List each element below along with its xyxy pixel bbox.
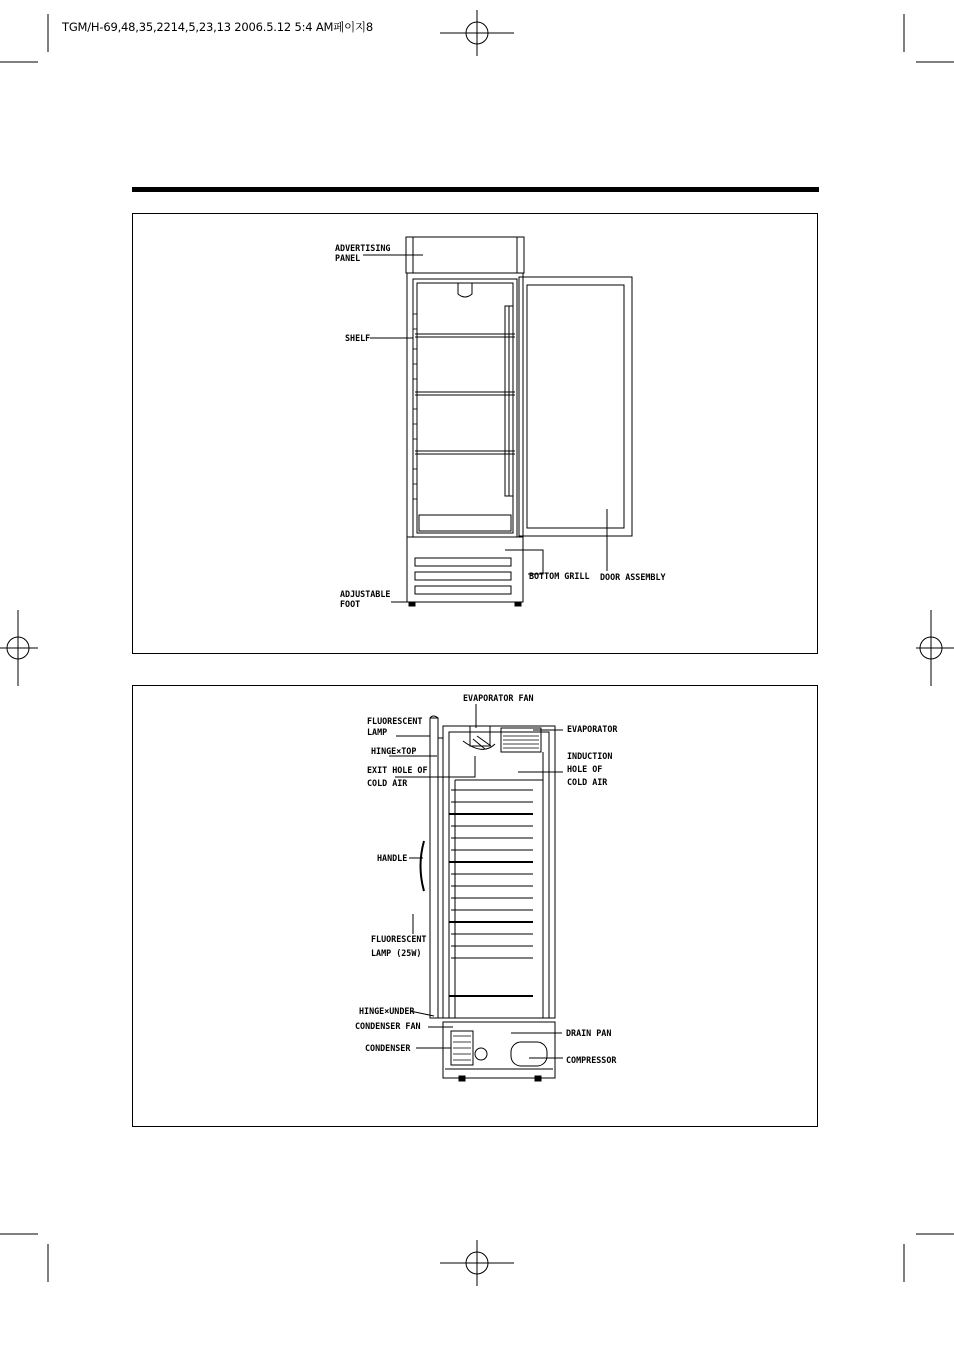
label-hinge-under: HINGE×UNDER xyxy=(359,1006,415,1016)
front-view-drawing xyxy=(133,214,819,655)
label-exit-hole-2: COLD AIR xyxy=(367,778,408,788)
figure-front-view xyxy=(132,213,818,654)
label-handle: HANDLE xyxy=(377,853,408,863)
label-induction-3: COLD AIR xyxy=(567,777,608,787)
label-fluorescent-lamp-2: LAMP xyxy=(367,727,388,737)
label-induction: INDUCTION xyxy=(567,751,613,761)
label-advertising-panel-2: PANEL xyxy=(335,253,361,263)
label-compressor: COMPRESSOR xyxy=(566,1055,617,1065)
label-condenser: CONDENSER xyxy=(365,1043,411,1053)
label-induction-2: HOLE OF xyxy=(567,764,603,774)
label-bottom-grill: BOTTOM GRILL xyxy=(529,571,590,581)
label-evaporator-fan: EVAPORATOR FAN xyxy=(463,693,534,703)
section-rule xyxy=(132,187,819,192)
label-hinge-top: HINGE×TOP xyxy=(371,746,417,756)
label-fluorescent-lamp: FLUORESCENT xyxy=(367,716,423,726)
label-drain-pan: DRAIN PAN xyxy=(566,1028,612,1038)
label-door-assembly: DOOR ASSEMBLY xyxy=(600,572,666,582)
label-fluorescent-lamp-25w-2: LAMP (25W) xyxy=(371,948,422,958)
label-evaporator: EVAPORATOR xyxy=(567,724,618,734)
print-header: TGM/H-69,48,35,2214,5,23,13 2006.5.12 5:4 AM페이지8 xyxy=(62,20,374,34)
label-fluorescent-lamp-25w: FLUORESCENT xyxy=(371,934,427,944)
label-adjustable-foot-2: FOOT xyxy=(340,599,361,609)
label-condenser-fan: CONDENSER FAN xyxy=(355,1021,421,1031)
label-advertising-panel: ADVERTISING xyxy=(335,243,391,253)
label-shelf: SHELF xyxy=(345,333,371,343)
label-exit-hole: EXIT HOLE OF xyxy=(367,765,428,775)
label-adjustable-foot: ADJUSTABLE xyxy=(340,589,391,599)
figure-side-view xyxy=(132,685,818,1127)
side-view-drawing xyxy=(133,686,819,1128)
